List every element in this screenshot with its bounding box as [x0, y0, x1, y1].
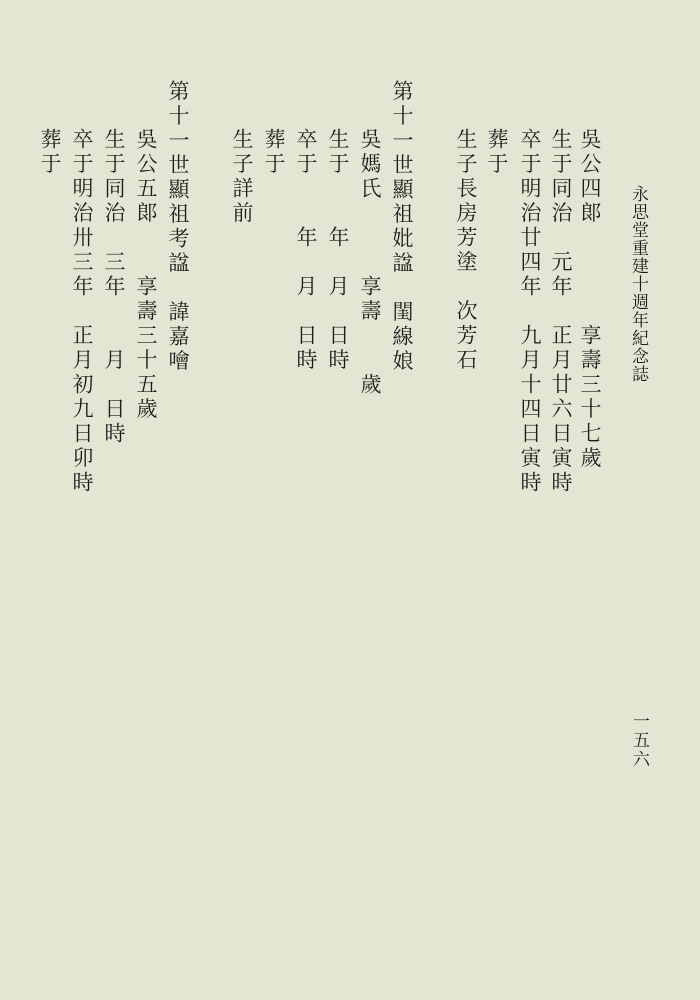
- page-number: 一五六: [629, 712, 649, 769]
- text-column: 葬于: [38, 128, 62, 177]
- text-column: 生子長房芳塗 次芳石: [454, 128, 478, 373]
- text-column: 卒于明治廿四年 九月十四日寅時: [518, 128, 542, 496]
- running-header: 永思堂重建十週年紀念誌: [628, 185, 648, 383]
- text-column: 卒于 年 月 日時: [294, 128, 318, 373]
- text-column: 卒于明治卅三年 正月初九日卯時: [70, 128, 94, 496]
- text-column: 葬于: [485, 128, 509, 177]
- text-column: 第十一世顯祖妣諡 閨線娘: [390, 80, 414, 374]
- text-column: 第十一世顯祖考諡 諱嘉噲: [166, 80, 190, 374]
- text-column: 吳媽氏 享壽 歲: [358, 128, 382, 398]
- text-column: 生于同治 元年 正月廿六日寅時: [549, 128, 573, 496]
- text-column: 吳公五郞 享壽三十五歲: [134, 128, 158, 422]
- text-column: 吳公四郞 享壽三十七歲: [578, 128, 602, 471]
- text-column: 生于 年 月 日時: [326, 128, 350, 373]
- text-column: 生于同治 三年 月 日時: [102, 128, 126, 447]
- text-column: 生子詳前: [230, 128, 254, 226]
- text-column: 葬于: [262, 128, 286, 177]
